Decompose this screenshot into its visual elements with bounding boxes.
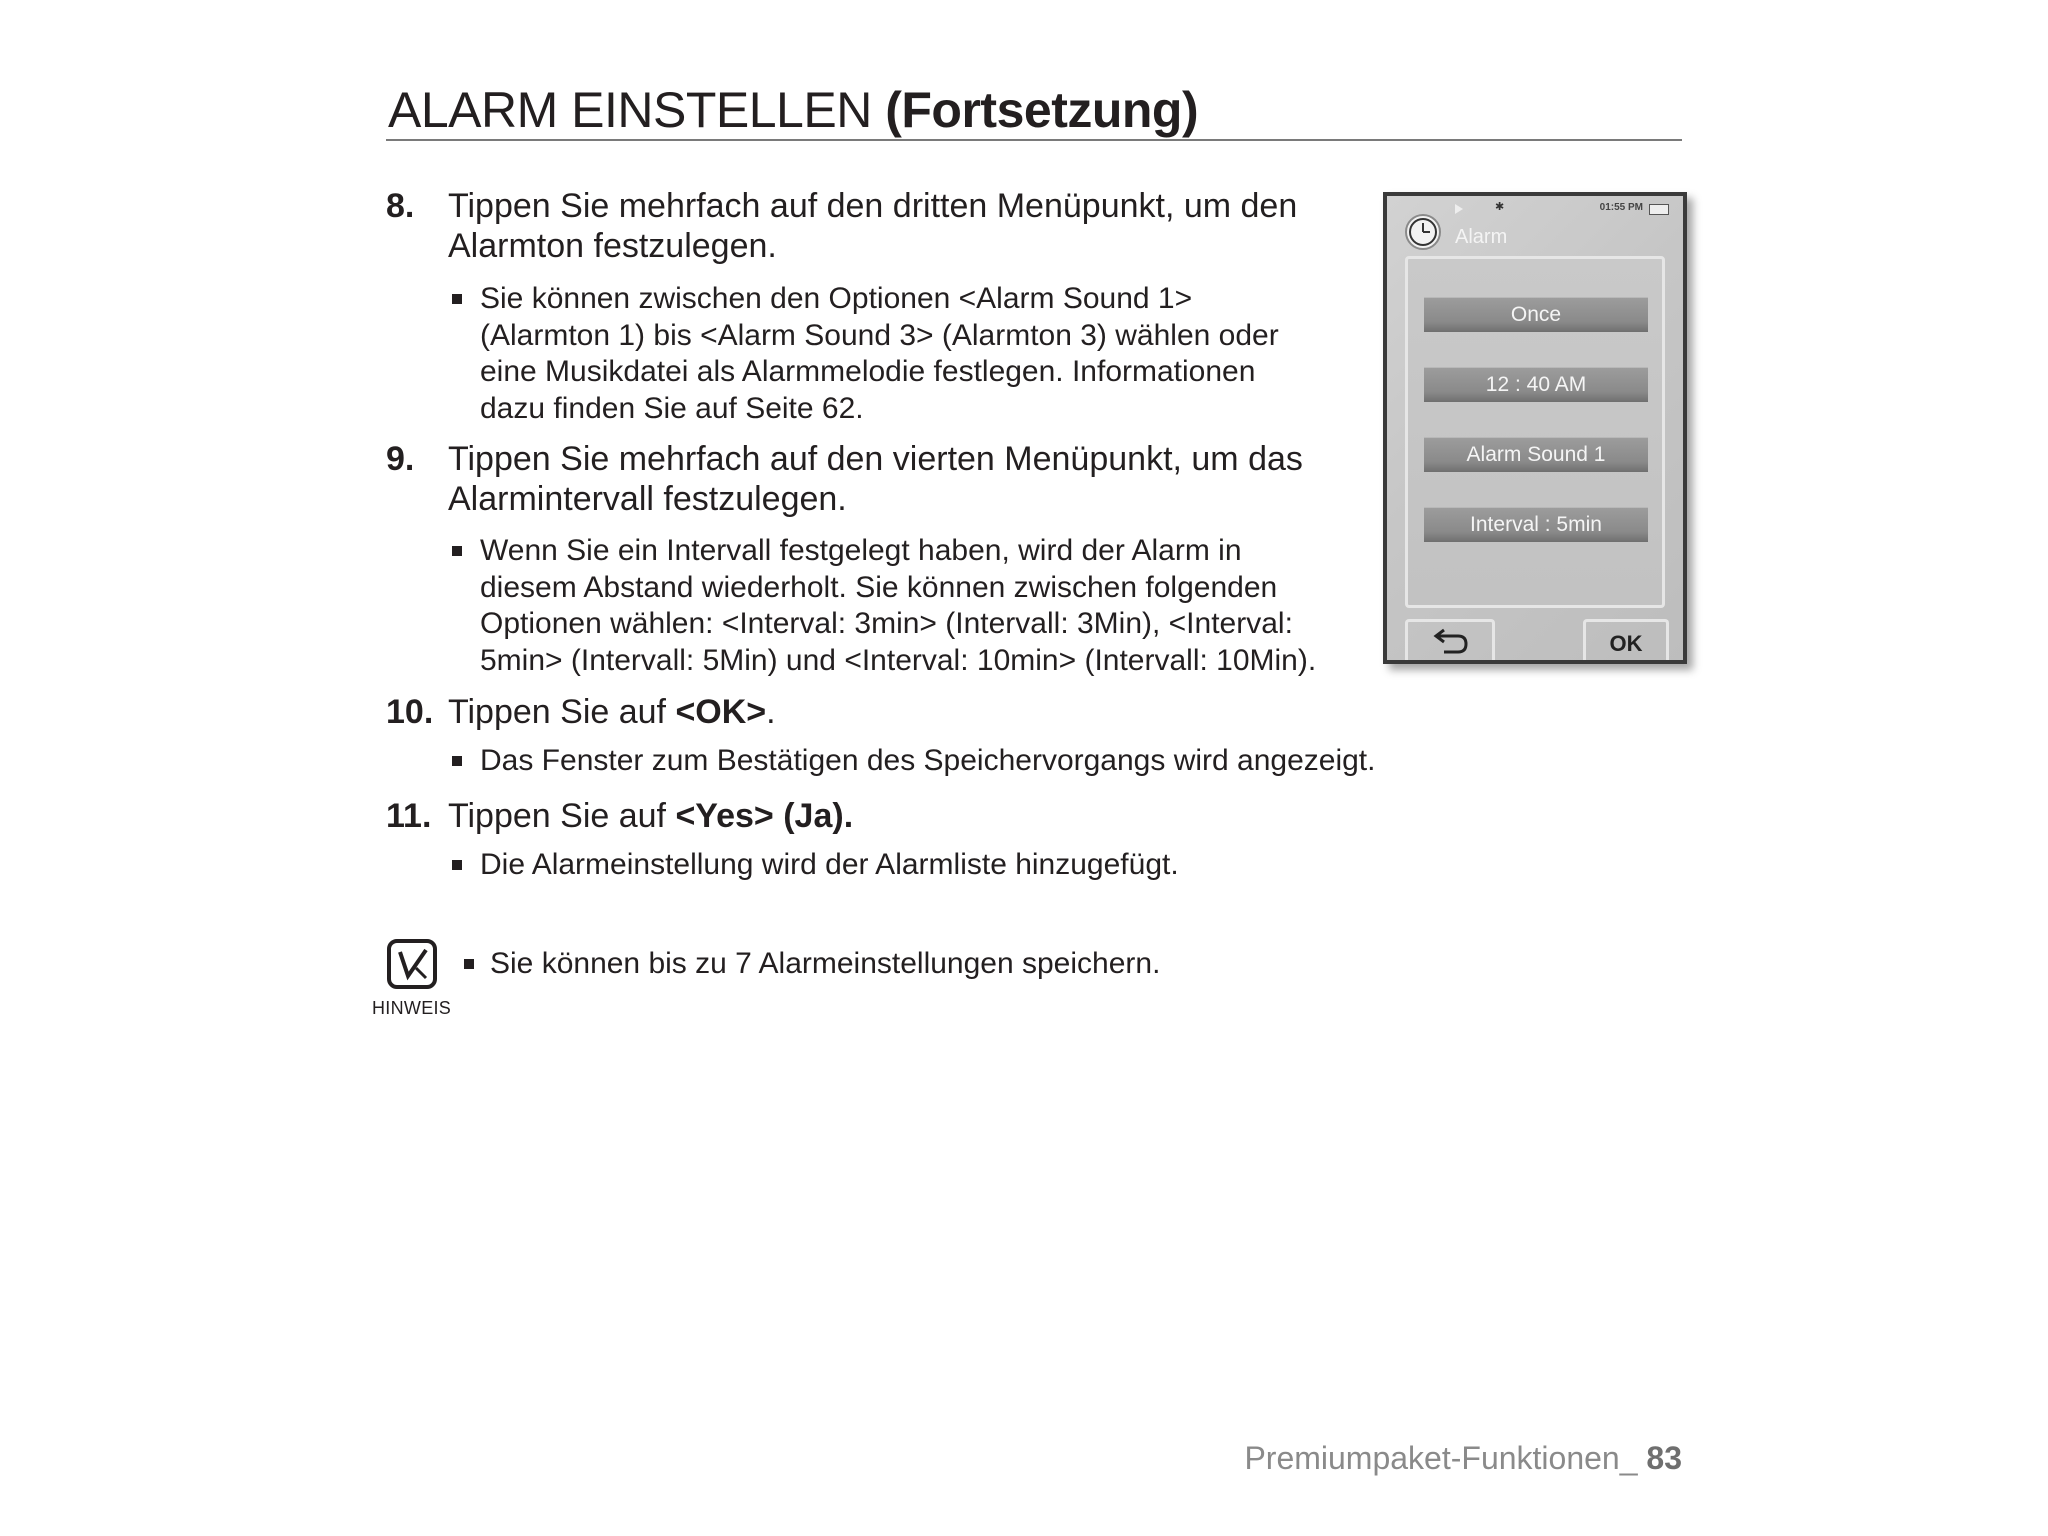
step-number: 9. [386,440,415,478]
battery-icon [1649,204,1669,215]
step-text-line: Tippen Sie mehrfach auf den vierten Menüpunkt, um das [448,440,1303,478]
step-number: 10. [386,693,434,731]
bluetooth-icon: ✱ [1495,201,1505,213]
play-icon [1455,204,1463,214]
page-title-suffix: (Fortsetzung) [885,82,1199,138]
bullet-square [452,294,462,304]
device-app-title: Alarm [1455,226,1508,248]
step-11-bullet [452,847,1179,884]
step-10 [386,692,776,732]
bullet-line: (Alarmton 1) bis <Alarm Sound 3> (Alarmton 3) wählen oder [480,318,1279,352]
device-screenshot [1383,192,1687,664]
bullet-line: eine Musikdatei als Alarmmelodie festlegen. Informationen [480,355,1256,388]
bullet-line: Wenn Sie ein Intervall festgelegt haben, wird der Alarm in [480,534,1242,567]
back-arrow-icon [1408,622,1492,660]
device-ok-button[interactable]: OK [1583,619,1669,660]
device-options-panel [1405,256,1665,608]
device-status-time: 01:55 PM [1599,202,1643,213]
bullet-line: Die Alarmeinstellung wird der Alarmliste hinzugefügt. [480,848,1179,881]
step-8 [386,186,1297,266]
bullet-square [464,959,474,969]
step-text-line: Alarmintervall festzulegen. [448,480,847,518]
repeat-option-button[interactable]: Once [1424,297,1648,332]
note-icon [386,938,438,990]
step-9-bullet [452,533,1316,679]
step-number: 8. [386,187,415,225]
alarm-clock-icon [1403,212,1443,252]
bullet-line: 5min> (Intervall: 5Min) und <Interval: 10min> (Intervall: 10Min). [480,643,1317,677]
step-text-line: Tippen Sie mehrfach auf den dritten Menüpunkt, um den [448,187,1298,225]
bullet-square [452,546,462,556]
step-number: 11. [386,797,432,835]
page-title [388,82,1198,138]
footer-section: Premiumpaket-Funktionen_ [1244,1440,1638,1476]
alarm-sound-button[interactable]: Alarm Sound 1 [1424,437,1648,472]
bullet-square [452,756,462,766]
bullet-line: Optionen wählen: <Interval: 3min> (Intervall: 3Min), <Interval: [480,607,1293,640]
bullet-line: diesem Abstand wiederholt. Sie können zwischen folgenden [480,570,1278,604]
step-text-suffix: . [766,693,776,731]
note-text-line: Sie können bis zu 7 Alarmeinstellungen speichern. [490,947,1161,980]
title-divider [386,139,1682,141]
step-text-line: Alarmton festzulegen. [448,227,777,265]
page-number: 83 [1646,1440,1682,1476]
device-back-button[interactable] [1405,619,1495,660]
step-8-bullet [452,281,1279,427]
note-label: HINWEIS [372,998,452,1018]
bullet-line: dazu finden Sie auf Seite 62. [480,391,864,425]
bullet-line: Das Fenster zum Bestätigen des Speichervorgangs wird angezeigt. [480,744,1376,777]
bullet-square [452,860,462,870]
step-text-bold: <OK> [675,693,767,731]
page-title-main: ALARM EINSTELLEN [388,82,872,138]
step-text-bold: <Yes> (Ja). [675,797,854,835]
step-9 [386,439,1303,519]
step-10-bullet [452,743,1375,780]
step-11 [386,796,853,836]
step-text-prefix: Tippen Sie auf [448,797,676,835]
note-text [464,946,1160,982]
bullet-line: Sie können zwischen den Optionen <Alarm Sound 1> [480,282,1193,315]
alarm-time-button[interactable]: 12 : 40 AM [1424,367,1648,402]
step-text-prefix: Tippen Sie auf [448,693,676,731]
alarm-interval-button[interactable]: Interval : 5min [1424,507,1648,542]
page-footer [1244,1440,1682,1477]
